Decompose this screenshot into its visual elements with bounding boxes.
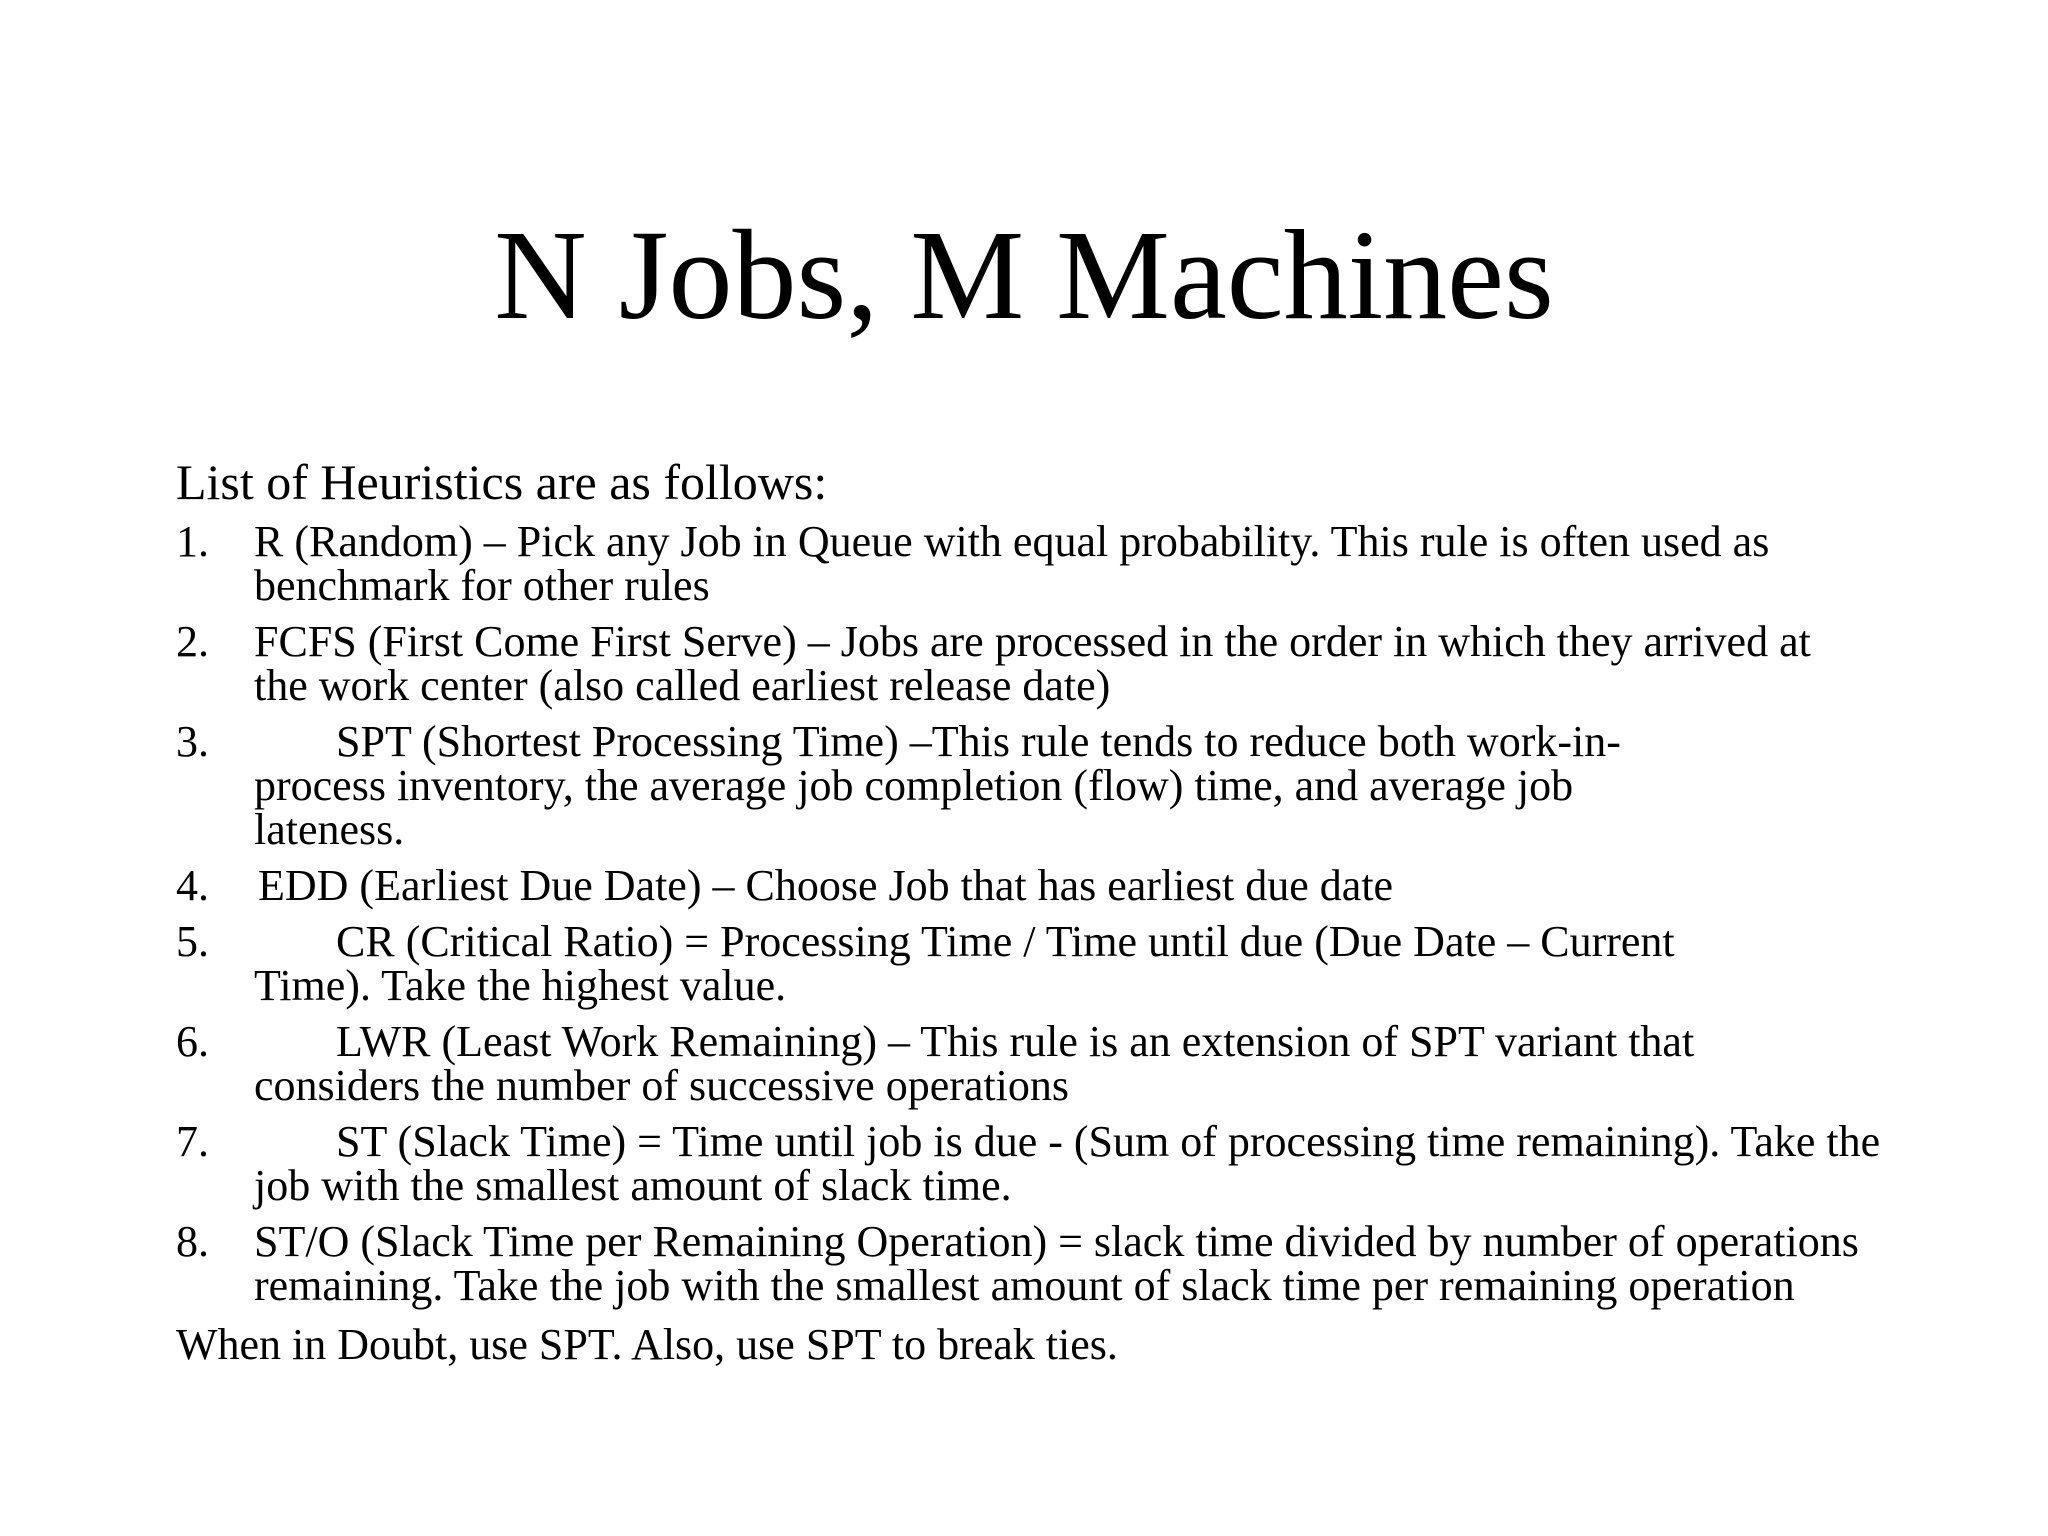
item-number: 4.	[176, 861, 209, 910]
item-text: ST/O (Slack Time per Remaining Operation) = slack time divided by number of operations remaining. Take the job with the smallest amount of slack time per remaining operation	[254, 1217, 1859, 1310]
item-text: CR (Critical Ratio) = Processing Time / Time until due (Due Date – Current Time). Take the highest value.	[254, 917, 1675, 1010]
item-text: SPT (Shortest Processing Time) –This rule tends to reduce both work-in-process inventory, the average job completion (flow) time, and average job lateness.	[254, 717, 1621, 854]
footer-note: When in Doubt, use SPT. Also, use SPT to break ties.	[176, 1320, 1118, 1369]
item-number: 5.	[176, 917, 209, 966]
item-text: ST (Slack Time) = Time until job is due - (Sum of processing time remaining). Take the job with the smallest amount of slack time.	[254, 1117, 1881, 1210]
slide-content	[176, 452, 1916, 1370]
item-number: 1.	[176, 517, 209, 566]
item-text: EDD (Earliest Due Date) – Choose Job that has earliest due date	[258, 861, 1394, 910]
item-number: 6.	[176, 1017, 209, 1066]
slide-title: N Jobs, M Machines	[494, 204, 1554, 346]
list-item	[176, 617, 1916, 710]
item-text: R (Random) – Pick any Job in Queue with equal probability. This rule is often used as benchmark for other rules	[254, 517, 1770, 610]
list-item	[176, 917, 1916, 1010]
list-item	[176, 517, 1916, 610]
intro-text: List of Heuristics are as follows:	[176, 454, 828, 510]
item-number: 8.	[176, 1217, 209, 1266]
list-item	[176, 1217, 1916, 1310]
item-number: 2.	[176, 617, 209, 666]
item-number: 7.	[176, 1117, 209, 1166]
item-text: LWR (Least Work Remaining) – This rule is an extension of SPT variant that considers the number of successive operations	[254, 1017, 1695, 1110]
list-item	[176, 717, 1916, 854]
list-item	[176, 1117, 1916, 1210]
heuristics-list	[176, 517, 1916, 1310]
list-item	[176, 1017, 1916, 1110]
item-number: 3.	[176, 717, 209, 766]
item-text: FCFS (First Come First Serve) – Jobs are processed in the order in which they arrived at the work center (also called earliest release date)	[254, 617, 1811, 710]
list-item	[176, 861, 1916, 910]
